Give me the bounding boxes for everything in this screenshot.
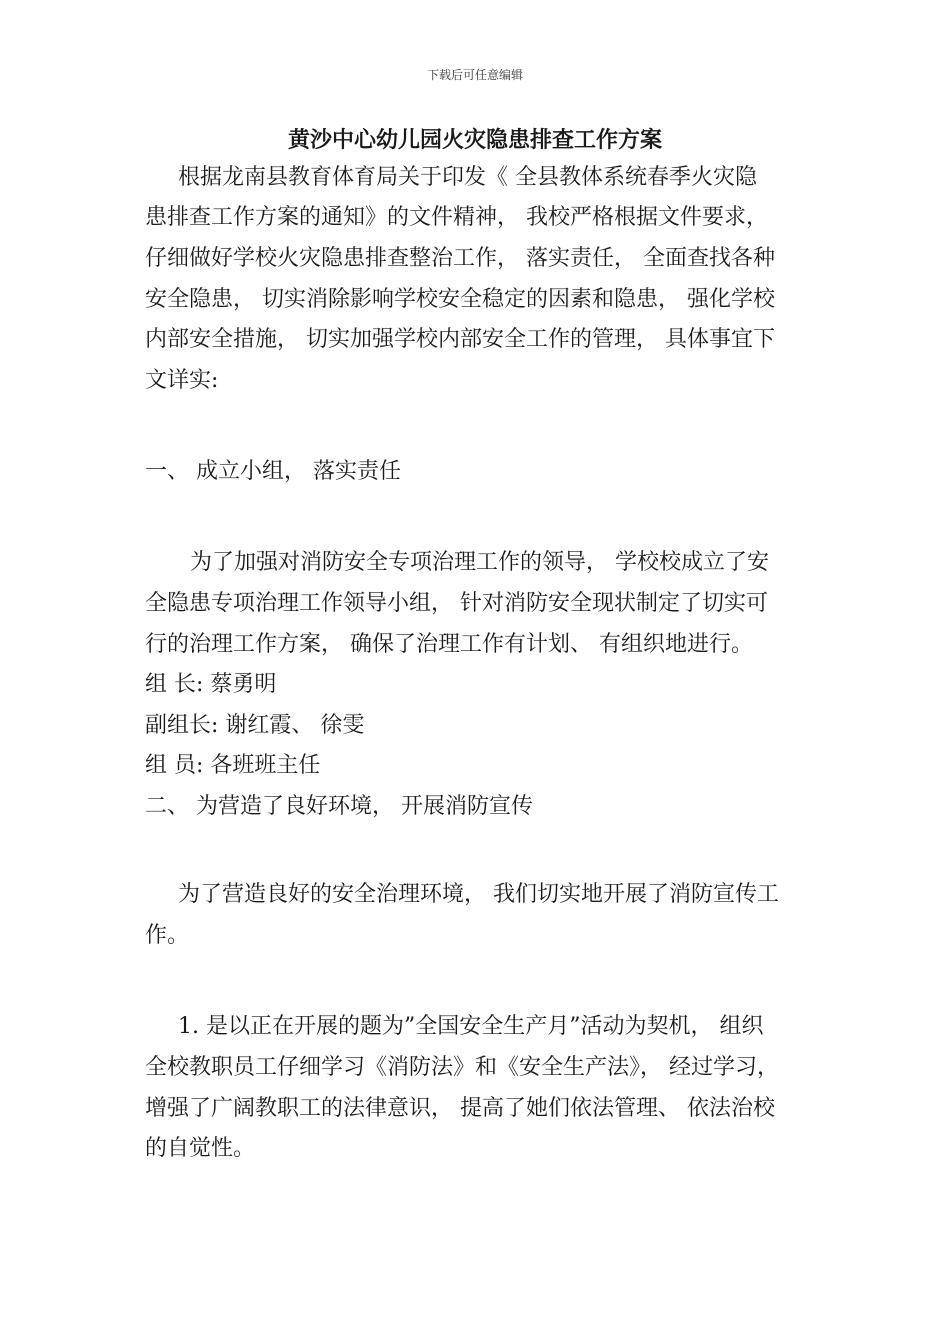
intro-line: 内部安全措施， 切实加强学校内部安全工作的管理， 具体事宜下: [145, 327, 775, 352]
intro-line: 仔细做好学校火灾隐患排查整治工作， 落实责任， 全面查找各种: [145, 246, 775, 271]
document-title: 黄沙中心幼儿园火灾隐患排查工作方案: [287, 127, 662, 153]
paragraph-line: 为了营造良好的安全治理环境， 我们切实地开展了消防宣传工: [178, 882, 779, 907]
paragraph-line: 行的治理工作方案， 确保了治理工作有计划、 有组织地进行。: [145, 632, 753, 657]
paragraph-line: 全隐患专项治理工作领导小组， 针对消防安全现状制定了切实可: [145, 591, 768, 616]
intro-line: 文详实:: [145, 368, 219, 393]
group-leader: 组 长: 蔡勇明: [145, 672, 277, 697]
list-item-line: 全校教职员工仔细学习《消防法》和《安全生产法》， 经过学习，: [145, 1055, 779, 1080]
list-item-line: 增强了广阔教职工的法律意识， 提高了她们依法管理、 依法治校: [145, 1096, 775, 1121]
section-heading: 一、 成立小组， 落实责任: [145, 459, 401, 484]
list-item-line: 的自觉性。: [145, 1136, 256, 1161]
paragraph-line: 作。: [145, 923, 190, 948]
intro-line: 安全隐患， 切实消除影响学校安全稳定的因素和隐患， 强化学校: [145, 287, 775, 312]
section-heading: 二、 为营造了良好环境， 开展消防宣传: [145, 794, 533, 819]
intro-line: 患排查工作方案的通知》的文件精神， 我校严格根据文件要求，: [145, 205, 768, 230]
group-members: 组 员: 各班班主任: [145, 753, 321, 778]
header-note: 下载后可任意编辑: [426, 68, 523, 82]
group-deputy: 副组长: 谢红霞、 徐雯: [145, 713, 365, 738]
intro-line: 根据龙南县教育体育局关于印发《 全县教体系统春季火灾隐: [178, 165, 757, 190]
paragraph-line: 为了加强对消防安全专项治理工作的领导， 学校校成立了安: [190, 550, 769, 575]
list-item-line: 1. 是以正在开展的题为”全国安全生产月”活动为契机， 组织: [178, 1014, 764, 1039]
